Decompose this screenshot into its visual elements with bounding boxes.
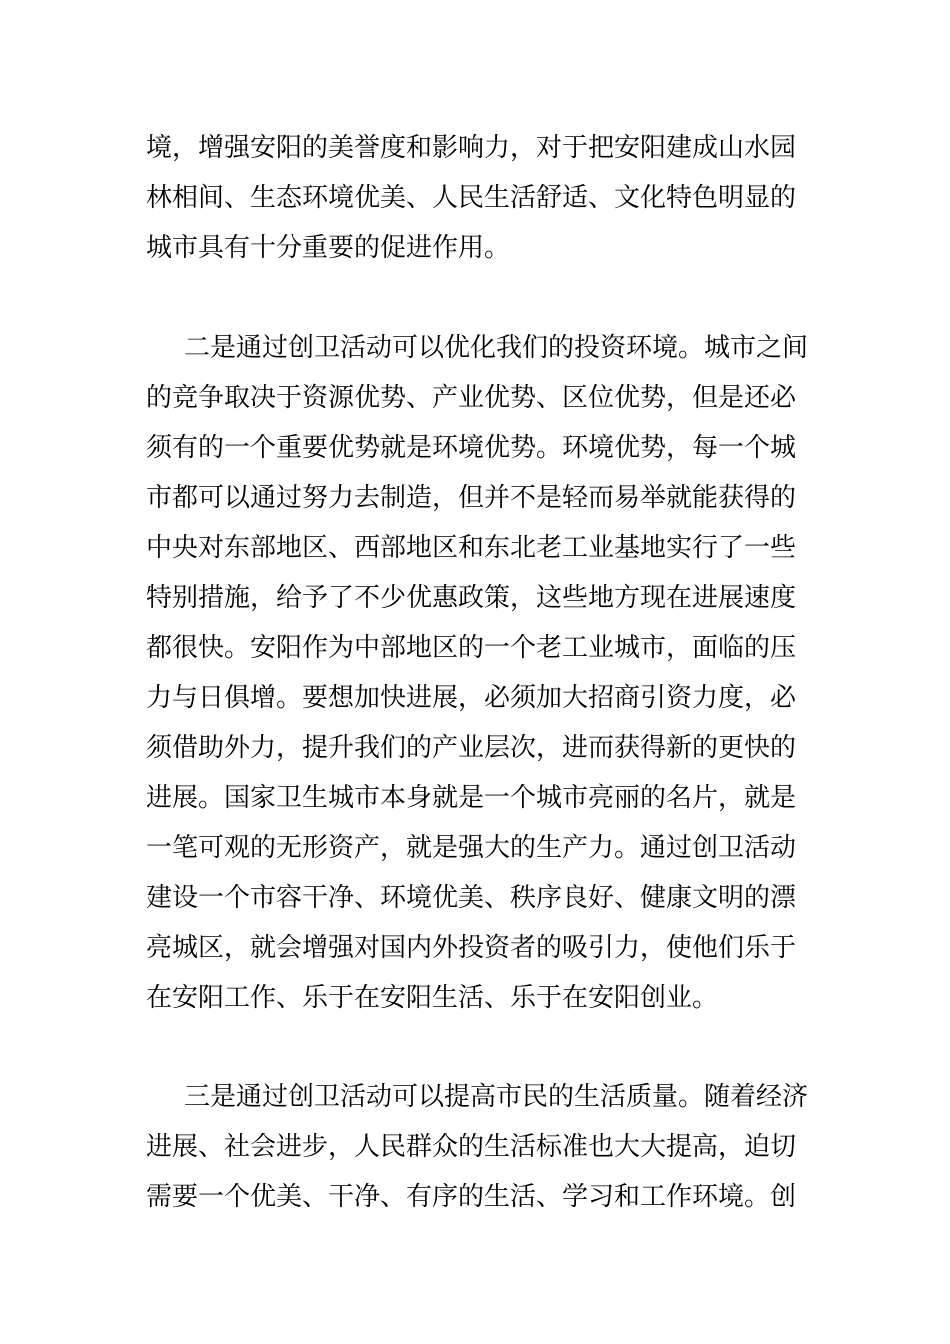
text-line: 林相间、生态环境优美、人民生活舒适、文化特色明显的 [146, 183, 797, 213]
paragraph-1 [146, 123, 814, 273]
text-line: 市都可以通过努力去制造，但并不是轻而易举就能获得的 [146, 483, 797, 513]
text-line: 进展。国家卫生城市本身就是一个城市亮丽的名片，就是 [146, 783, 797, 813]
text-line: 的竞争取决于资源优势、产业优势、区位优势，但是还必 [146, 383, 797, 413]
text-line: 亮城区，就会增强对国内外投资者的吸引力，使他们乐于 [146, 933, 797, 963]
text-line: 二是通过创卫活动可以优化我们的投资环境。城市之间 [184, 333, 809, 363]
paragraph-2 [146, 323, 814, 1023]
text-line: 一笔可观的无形资产，就是强大的生产力。通过创卫活动 [146, 833, 797, 863]
text-line: 中央对东部地区、西部地区和东北老工业基地实行了一些 [146, 533, 797, 563]
text-line: 三是通过创卫活动可以提高市民的生活质量。随着经济 [184, 1082, 809, 1112]
text-line: 特别措施，给予了不少优惠政策，这些地方现在进展速度 [146, 583, 797, 613]
text-line: 须有的一个重要优势就是环境优势。环境优势，每一个城 [146, 433, 797, 463]
text-line: 进展、社会进步，人民群众的生活标准也大大提高，迫切 [146, 1132, 797, 1162]
text-line: 在安阳工作、乐于在安阳生活、乐于在安阳创业。 [146, 983, 719, 1013]
paragraph-3 [146, 1072, 814, 1222]
text-line: 城市具有十分重要的促进作用。 [146, 233, 511, 263]
text-line: 都很快。安阳作为中部地区的一个老工业城市，面临的压 [146, 633, 797, 663]
text-line: 建设一个市容干净、环境优美、秩序良好、健康文明的漂 [146, 883, 797, 913]
text-line: 境，增强安阳的美誉度和影响力，对于把安阳建成山水园 [146, 133, 797, 163]
text-line: 须借助外力，提升我们的产业层次，进而获得新的更快的 [146, 733, 797, 763]
text-line: 需要一个优美、干净、有序的生活、学习和工作环境。创 [146, 1182, 797, 1212]
text-line: 力与日俱增。要想加快进展，必须加大招商引资力度，必 [146, 683, 797, 713]
